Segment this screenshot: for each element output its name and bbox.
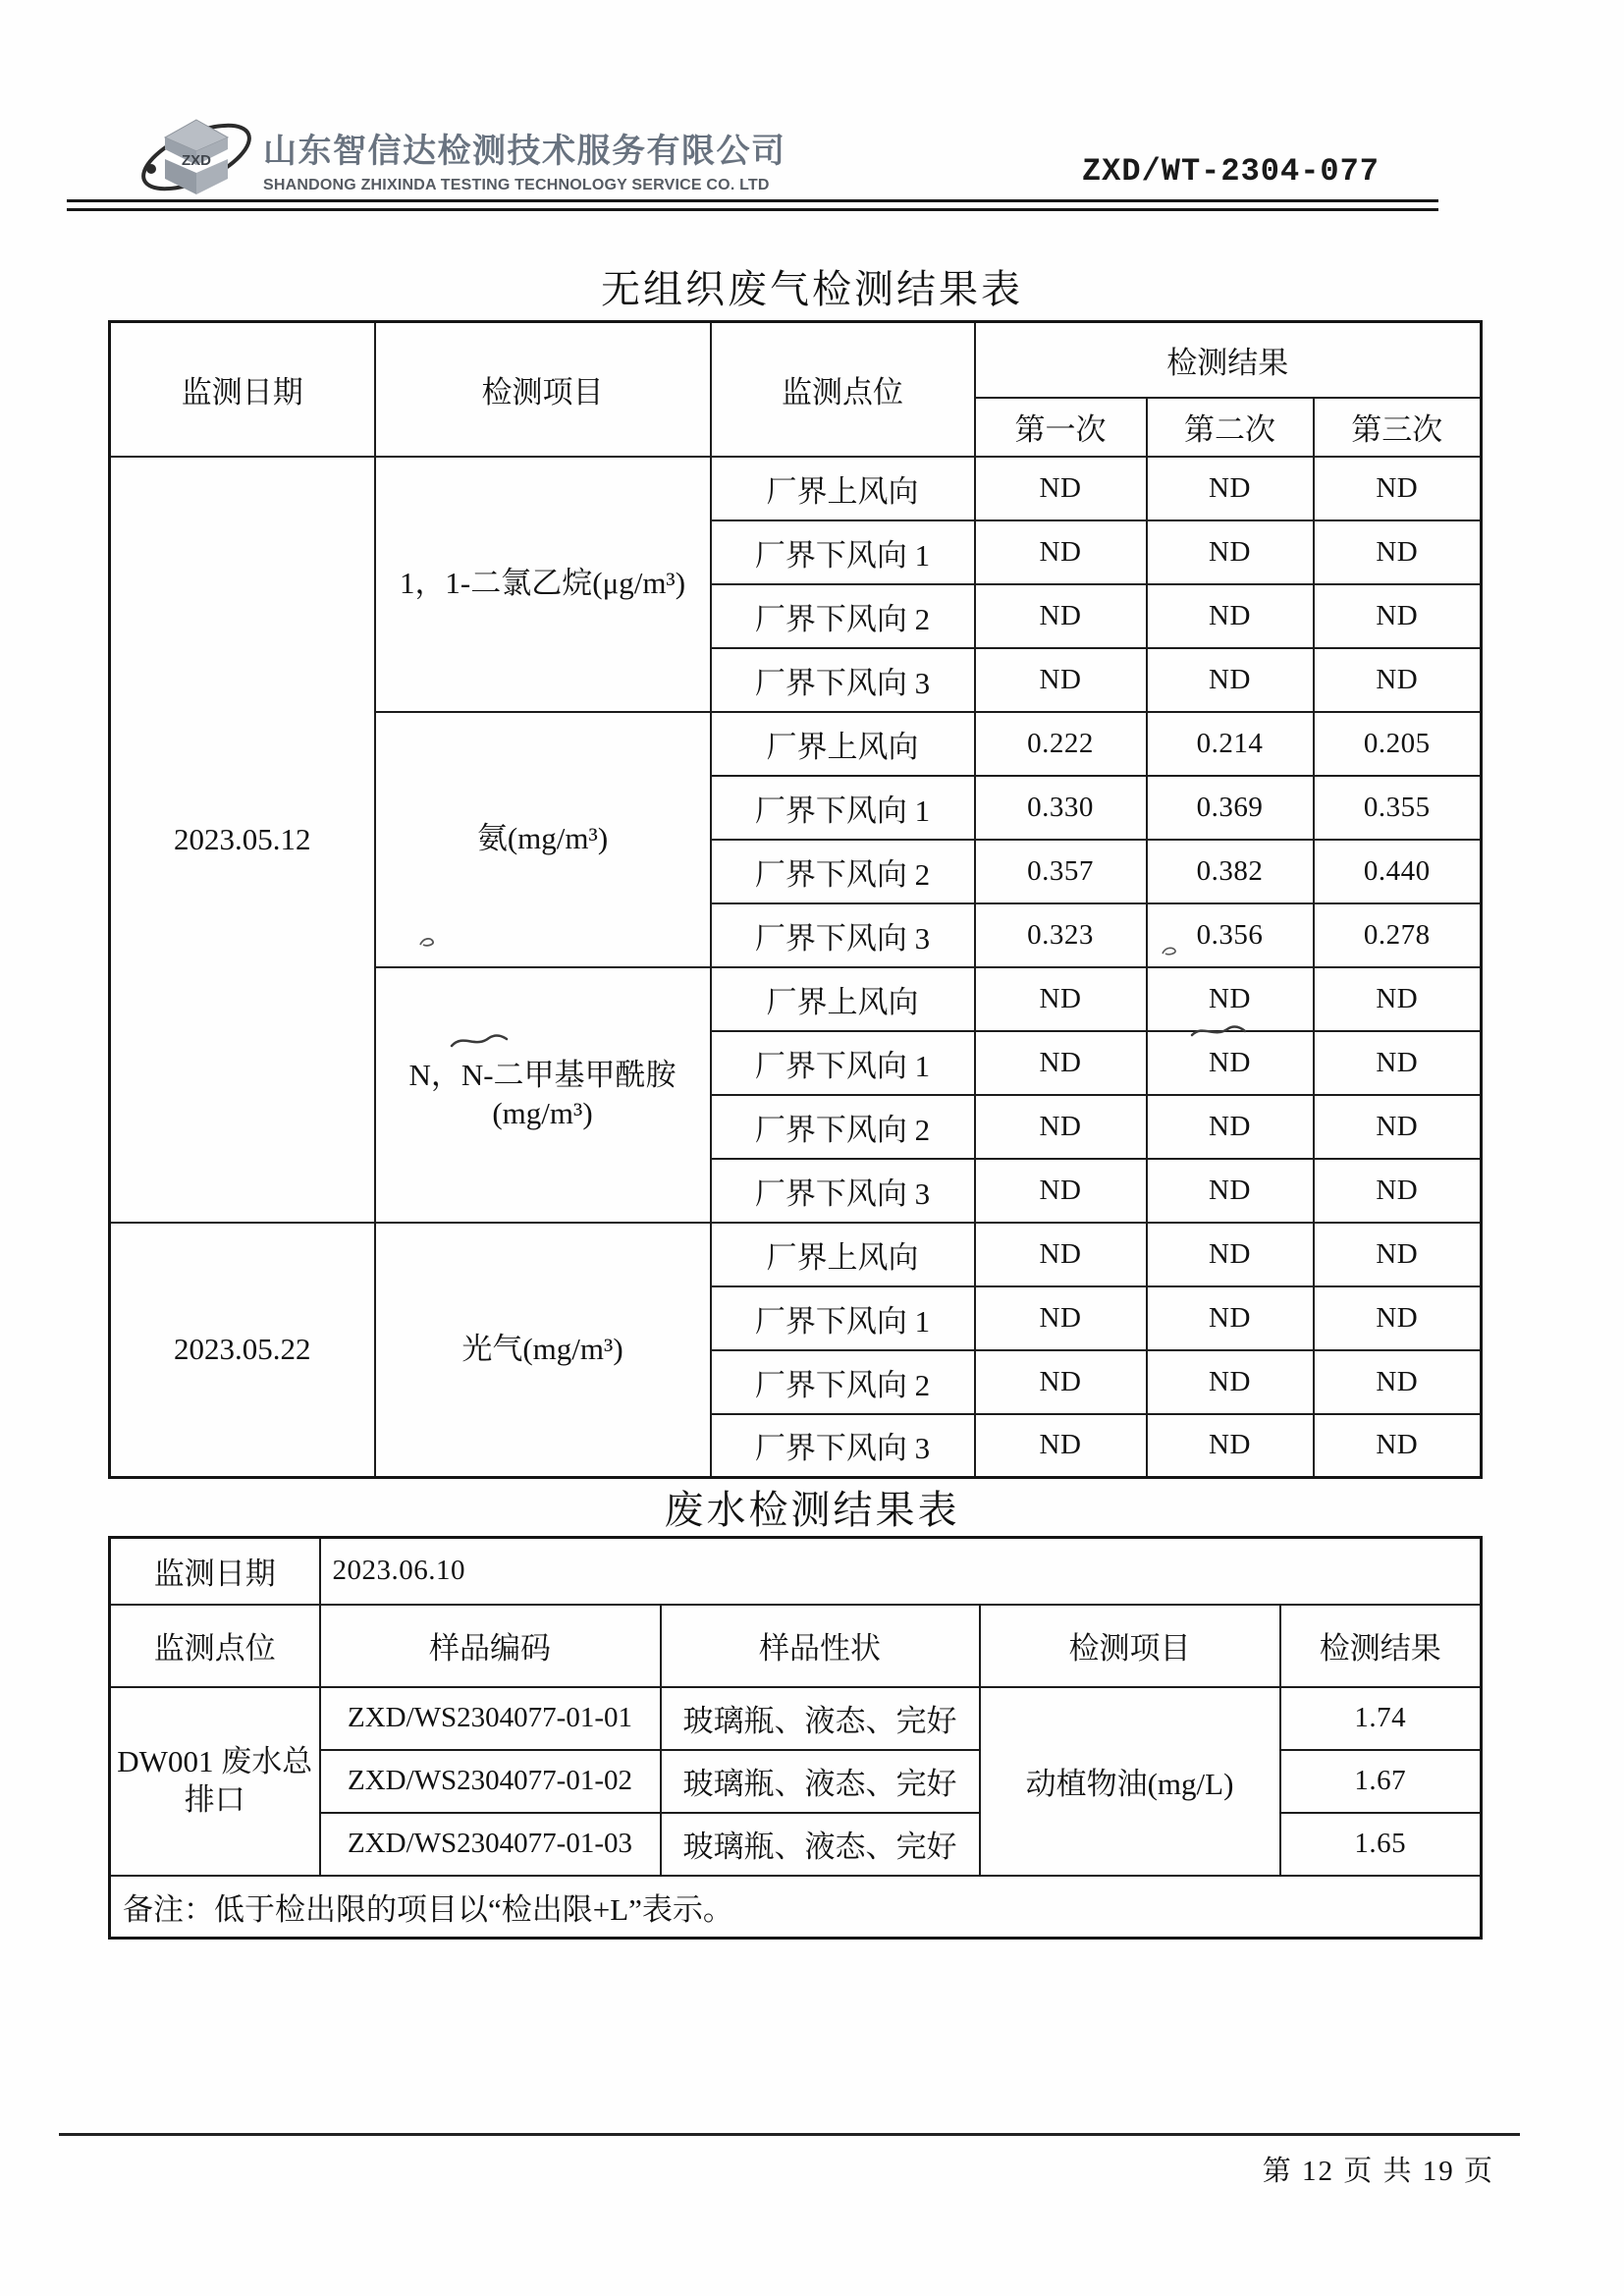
logo-text: ZXD [182,152,211,169]
point-cell: 厂界上风向 [711,457,975,520]
point-cell: 厂界下风向 1 [711,1286,975,1350]
col-header-first: 第一次 [975,398,1147,457]
result-cell: ND [1147,457,1314,520]
result-cell: ND [1147,1095,1314,1159]
result-cell: ND [1147,520,1314,584]
item-cell [375,712,711,967]
result-cell: ND [1147,967,1314,1031]
point-cell: 厂界上风向 [711,967,975,1031]
result-cell: 0.205 [1314,712,1482,776]
company-name-cn: 山东智信达检测技术服务有限公司 [263,133,786,170]
result-cell: ND [1147,1350,1314,1414]
gas-table-title: 无组织废气检测结果表 [601,267,1023,311]
page-number: 第 12 页 共 19 页 [1262,2156,1494,2187]
point-cell: 厂界下风向 3 [711,903,975,967]
sample-character-cell: 玻璃瓶、液态、完好 [661,1813,980,1876]
col-header-result: 检测结果 [975,322,1482,398]
result-cell: 0.278 [1314,903,1482,967]
result-cell: ND [1314,967,1482,1031]
point-cell: 厂界下风向 1 [711,1031,975,1095]
point-cell: 厂界下风向 1 [711,776,975,840]
item-name: 氨(mg/m³) [476,821,609,856]
result-cell: ND [1314,1031,1482,1095]
point-cell: 厂界下风向 3 [711,648,975,712]
result-cell: 0.382 [1147,840,1314,903]
result-cell: ND [1147,584,1314,648]
result-cell: ND [1314,520,1482,584]
table-row [110,1687,1482,1750]
col-header-point: 监测点位 [711,322,975,457]
col-header-date: 监测日期 [110,322,375,457]
result-cell: ND [1147,1223,1314,1286]
item-unit: (mg/m³) [492,1095,593,1130]
point-cell: 厂界下风向 2 [711,840,975,903]
item-cell [375,967,711,1223]
water-results-table [108,1536,1483,1940]
result-cell: ND [1314,1350,1482,1414]
sample-character-cell: 玻璃瓶、液态、完好 [661,1687,980,1750]
result-cell: ND [975,1350,1147,1414]
water-col-point: 监测点位 [110,1605,320,1687]
point-cell: 厂界下风向 1 [711,520,975,584]
water-result-cell: 1.65 [1280,1813,1482,1876]
water-point-cell: DW001 废水总排口 [110,1687,320,1876]
water-result-cell: 1.74 [1280,1687,1482,1750]
result-cell: ND [975,648,1147,712]
col-header-item: 检测项目 [375,322,711,457]
result-cell: ND [1314,1414,1482,1478]
result-cell: ND [1314,457,1482,520]
point-cell: 厂界下风向 3 [711,1414,975,1478]
result-cell: ND [1147,1031,1314,1095]
document-number: ZXD/WT-2304-077 [1081,153,1380,190]
result-cell: ND [975,1159,1147,1223]
result-cell: ND [975,1095,1147,1159]
result-cell: ND [975,1414,1147,1478]
item-cell [375,457,711,712]
point-cell: 厂界下风向 3 [711,1159,975,1223]
result-cell: ND [1314,584,1482,648]
result-cell: 0.369 [1147,776,1314,840]
item-name: N，N-二甲基甲酰胺 [408,1057,677,1092]
water-col-result: 检测结果 [1280,1605,1482,1687]
footer-rule [59,2133,1520,2136]
result-cell: 0.214 [1147,712,1314,776]
point-cell: 厂界下风向 2 [711,1350,975,1414]
result-cell: 0.356 [1147,903,1314,967]
result-cell: ND [975,457,1147,520]
result-cell: ND [1314,1223,1482,1286]
water-result-cell: 1.67 [1280,1750,1482,1813]
cube-icon [165,120,228,194]
water-col-item: 检测项目 [980,1605,1280,1687]
result-cell: ND [975,584,1147,648]
result-cell: ND [1147,648,1314,712]
water-date-label: 监测日期 [110,1538,320,1605]
sample-character-cell: 玻璃瓶、液态、完好 [661,1750,980,1813]
result-cell: ND [1314,1159,1482,1223]
sample-code-cell: ZXD/WS2304077-01-02 [320,1750,661,1813]
company-logo [134,108,263,206]
result-cell: ND [975,520,1147,584]
result-cell: 0.330 [975,776,1147,840]
result-cell: ND [1314,1286,1482,1350]
date-cell: 2023.05.22 [110,1223,375,1478]
col-header-third: 第三次 [1314,398,1482,457]
gas-results-table [108,320,1483,1479]
result-cell: ND [975,1286,1147,1350]
result-cell: ND [1147,1159,1314,1223]
company-name-block [263,124,786,194]
result-cell: ND [975,1223,1147,1286]
date-cell: 2023.05.12 [110,457,375,1223]
water-col-sample-code: 样品编码 [320,1605,661,1687]
header-double-rule [67,199,1438,211]
item-cell [375,1223,711,1478]
result-cell: 0.355 [1314,776,1482,840]
water-table-title: 废水检测结果表 [664,1488,960,1532]
table-row [110,457,1482,520]
sample-code-cell: ZXD/WS2304077-01-01 [320,1687,661,1750]
result-cell: ND [975,967,1147,1031]
point-cell: 厂界上风向 [711,1223,975,1286]
col-header-second: 第二次 [1147,398,1314,457]
item-name: 光气(mg/m³) [461,1331,623,1366]
remark-cell: 备注：低于检出限的项目以“检出限+L”表示。 [110,1876,1482,1939]
point-cell: 厂界下风向 2 [711,584,975,648]
item-name: 1，1-二氯乙烷(μg/m³) [399,566,686,601]
result-cell: ND [1147,1286,1314,1350]
sample-code-cell: ZXD/WS2304077-01-03 [320,1813,661,1876]
water-item-cell: 动植物油(mg/L) [980,1687,1280,1876]
company-name-en: SHANDONG ZHIXINDA TESTING TECHNOLOGY SERVICE CO. LTD [263,177,770,193]
water-date-value: 2023.06.10 [320,1538,1482,1605]
result-cell: ND [1147,1414,1314,1478]
result-cell: ND [975,1031,1147,1095]
result-cell: 0.357 [975,840,1147,903]
result-cell: 0.440 [1314,840,1482,903]
result-cell: ND [1314,1095,1482,1159]
result-cell: 0.323 [975,903,1147,967]
table-row [110,1223,1482,1286]
water-col-sample-character: 样品性状 [661,1605,980,1687]
point-cell: 厂界下风向 2 [711,1095,975,1159]
result-cell: 0.222 [975,712,1147,776]
point-cell: 厂界上风向 [711,712,975,776]
result-cell: ND [1314,648,1482,712]
